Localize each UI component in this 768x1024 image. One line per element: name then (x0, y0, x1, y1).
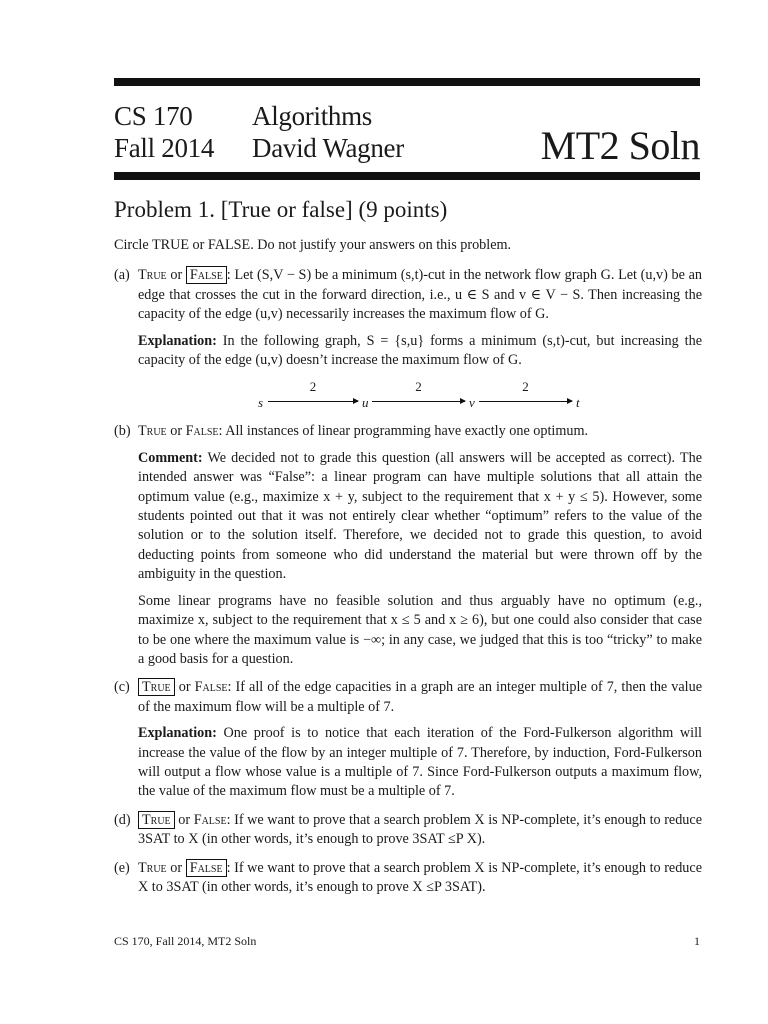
item-list (114, 266, 702, 897)
item-note (138, 592, 702, 670)
item-note (138, 449, 702, 585)
statement-text: If we want to prove that a search problem X is NP-complete, it’s enough to reduce X to 3SAT (in other words, it’s enough to prove X ≤P 3SAT). (138, 859, 702, 895)
true-false-item (114, 859, 702, 898)
statement-text: Let (S,V − S) be a minimum (s,t)-cut in the network flow graph G. Let (u,v) be an edge that crosses the cut in the forward direction, i.e., u ∈ S and v ∈ V − S. Then increasing the capacity of the edge (u,v) necessarily increases the maximum flow of G. (138, 267, 703, 323)
true-false-item (114, 422, 702, 669)
page-number: 1 (694, 934, 700, 948)
item-label: (d) (114, 811, 131, 828)
problem-title: Problem 1. [True or false] (9 points) (114, 197, 448, 222)
graph-edge-arrow (479, 401, 572, 402)
note-heading: Explanation: (138, 725, 217, 742)
header-rule-bottom (114, 172, 700, 180)
true-option: True (138, 423, 167, 440)
item-label: (a) (114, 267, 130, 284)
problem-body (114, 236, 702, 906)
true-false-item (114, 678, 702, 801)
graph-node: s (258, 395, 264, 411)
note-heading: Comment: (138, 449, 203, 466)
statement-text: If all of the edge capacities in a graph are an integer multiple of 7, then the value of the maximum flow will be a multiple of 7. (138, 679, 703, 715)
note-heading: Explanation: (138, 332, 217, 349)
or-word: or (170, 859, 183, 876)
true-option-circled: True (138, 811, 175, 829)
subject-block (252, 100, 404, 164)
graph-node: u (362, 395, 369, 411)
course-subject: Algorithms (252, 101, 373, 131)
false-option-circled: False (186, 859, 227, 877)
edge-capacity: 2 (522, 379, 529, 395)
item-statement: True or False: If we want to prove that a search problem X is NP-complete, it’s enough to reduce 3SAT to X (in other words, it’s enough to prove 3SAT ≤P X). (138, 811, 702, 848)
note-text: Some linear programs have no feasible solution and thus arguably have no optimum (e.g., maximize x, subject to the requirement that x ≤ 5 and x ≥ 6), but one could also consider that case to be one where the maximum value is −∞; in any case, we judged that this is too “tricky” to make a good basis for a question. (138, 592, 702, 667)
item-label: (c) (114, 679, 130, 696)
edge-capacity: 2 (415, 379, 422, 395)
false-option: False (194, 679, 228, 696)
footer-label: CS 170, Fall 2014, MT2 Soln (114, 934, 257, 948)
exam-title: MT2 Soln (540, 123, 700, 168)
problem-instructions: Circle TRUE or FALSE. Do not justify your answers on this problem. (114, 237, 512, 253)
item-statement: True or False : If we want to prove that a search problem X is NP-complete, it’s enough to reduce X to 3SAT (in other words, it’s enough to prove X ≤P 3SAT). (138, 859, 702, 895)
item-statement: True or False: If all of the edge capacities in a graph are an integer multiple of 7, then the value of the maximum flow will be a multiple of 7. (138, 679, 703, 715)
statement-text: If we want to prove that a search problem X is NP-complete, it’s enough to reduce 3SAT to X (in other words, it’s enough to prove 3SAT ≤P X). (138, 811, 702, 848)
true-false-item (114, 811, 702, 850)
course-number: CS 170 (114, 101, 193, 131)
item-label: (e) (114, 859, 130, 876)
graph-edge-arrow (268, 401, 358, 402)
course-instructor: David Wagner (252, 133, 404, 163)
graph-node: v (469, 395, 475, 411)
item-statement: True or False: All instances of linear programming have exactly one optimum. (138, 423, 589, 440)
true-false-item (114, 266, 702, 413)
graph-edge-arrow (372, 401, 465, 402)
false-option: False (185, 423, 219, 440)
note-text: One proof is to notice that each iteration of the Ford-Fulkerson algorithm will increase the value of the flow by an integer multiple of 7. Therefore, by induction, Ford-Fulkerson will output a flow whose value is a multiple of 7. Since Ford-Fulkerson outputs a maximum flow, the value of the maximum flow must be a multiple of 7. (138, 725, 702, 800)
or-word: or (178, 679, 191, 696)
true-option-circled: True (138, 678, 175, 696)
statement-text: All instances of linear programming have exactly one optimum. (225, 423, 589, 440)
header-rule-top (114, 78, 700, 86)
item-note (138, 724, 702, 802)
false-option-circled: False (186, 266, 227, 284)
false-option: False (193, 811, 227, 828)
flow-graph-diagram (138, 377, 702, 413)
course-block (114, 100, 214, 164)
item-label: (b) (114, 423, 131, 440)
item-note (138, 332, 702, 371)
true-option: True (138, 267, 167, 284)
page-footer (114, 934, 700, 949)
note-text: In the following graph, S = {s,u} forms a minimum (s,t)-cut, but increasing the capacity of the edge (u,v) doesn’t increase the maximum flow of G. (138, 332, 702, 369)
note-text: We decided not to grade this question (all answers will be accepted as correct). The intended answer was “False”: a linear program can have multiple solutions that all attain the optimum value (e.g., maximize x + y, subject to the requirement that x + y ≤ 5). However, some students pointed out that it was not entirely clear whether “optimum” refers to the value of the solution or to the solution itself. Therefore, we decided not to grade this question, to avoid deducting points from someone who did understand the material but were thrown off by the ambiguity in the question. (138, 449, 702, 583)
true-option: True (138, 859, 167, 876)
graph-node: t (576, 395, 580, 411)
or-word: or (170, 423, 183, 440)
item-statement: True or False : Let (S,V − S) be a minimum (s,t)-cut in the network flow graph G. Let (u,v) be an edge that crosses the cut in the forward direction, i.e., u ∈ S and v ∈ V − S. Then increasing the capacity of the edge (u,v) necessarily increases the maximum flow of G. (138, 267, 703, 323)
or-word: or (178, 811, 191, 828)
or-word: or (170, 267, 183, 284)
edge-capacity: 2 (309, 379, 317, 395)
course-term: Fall 2014 (114, 133, 215, 163)
